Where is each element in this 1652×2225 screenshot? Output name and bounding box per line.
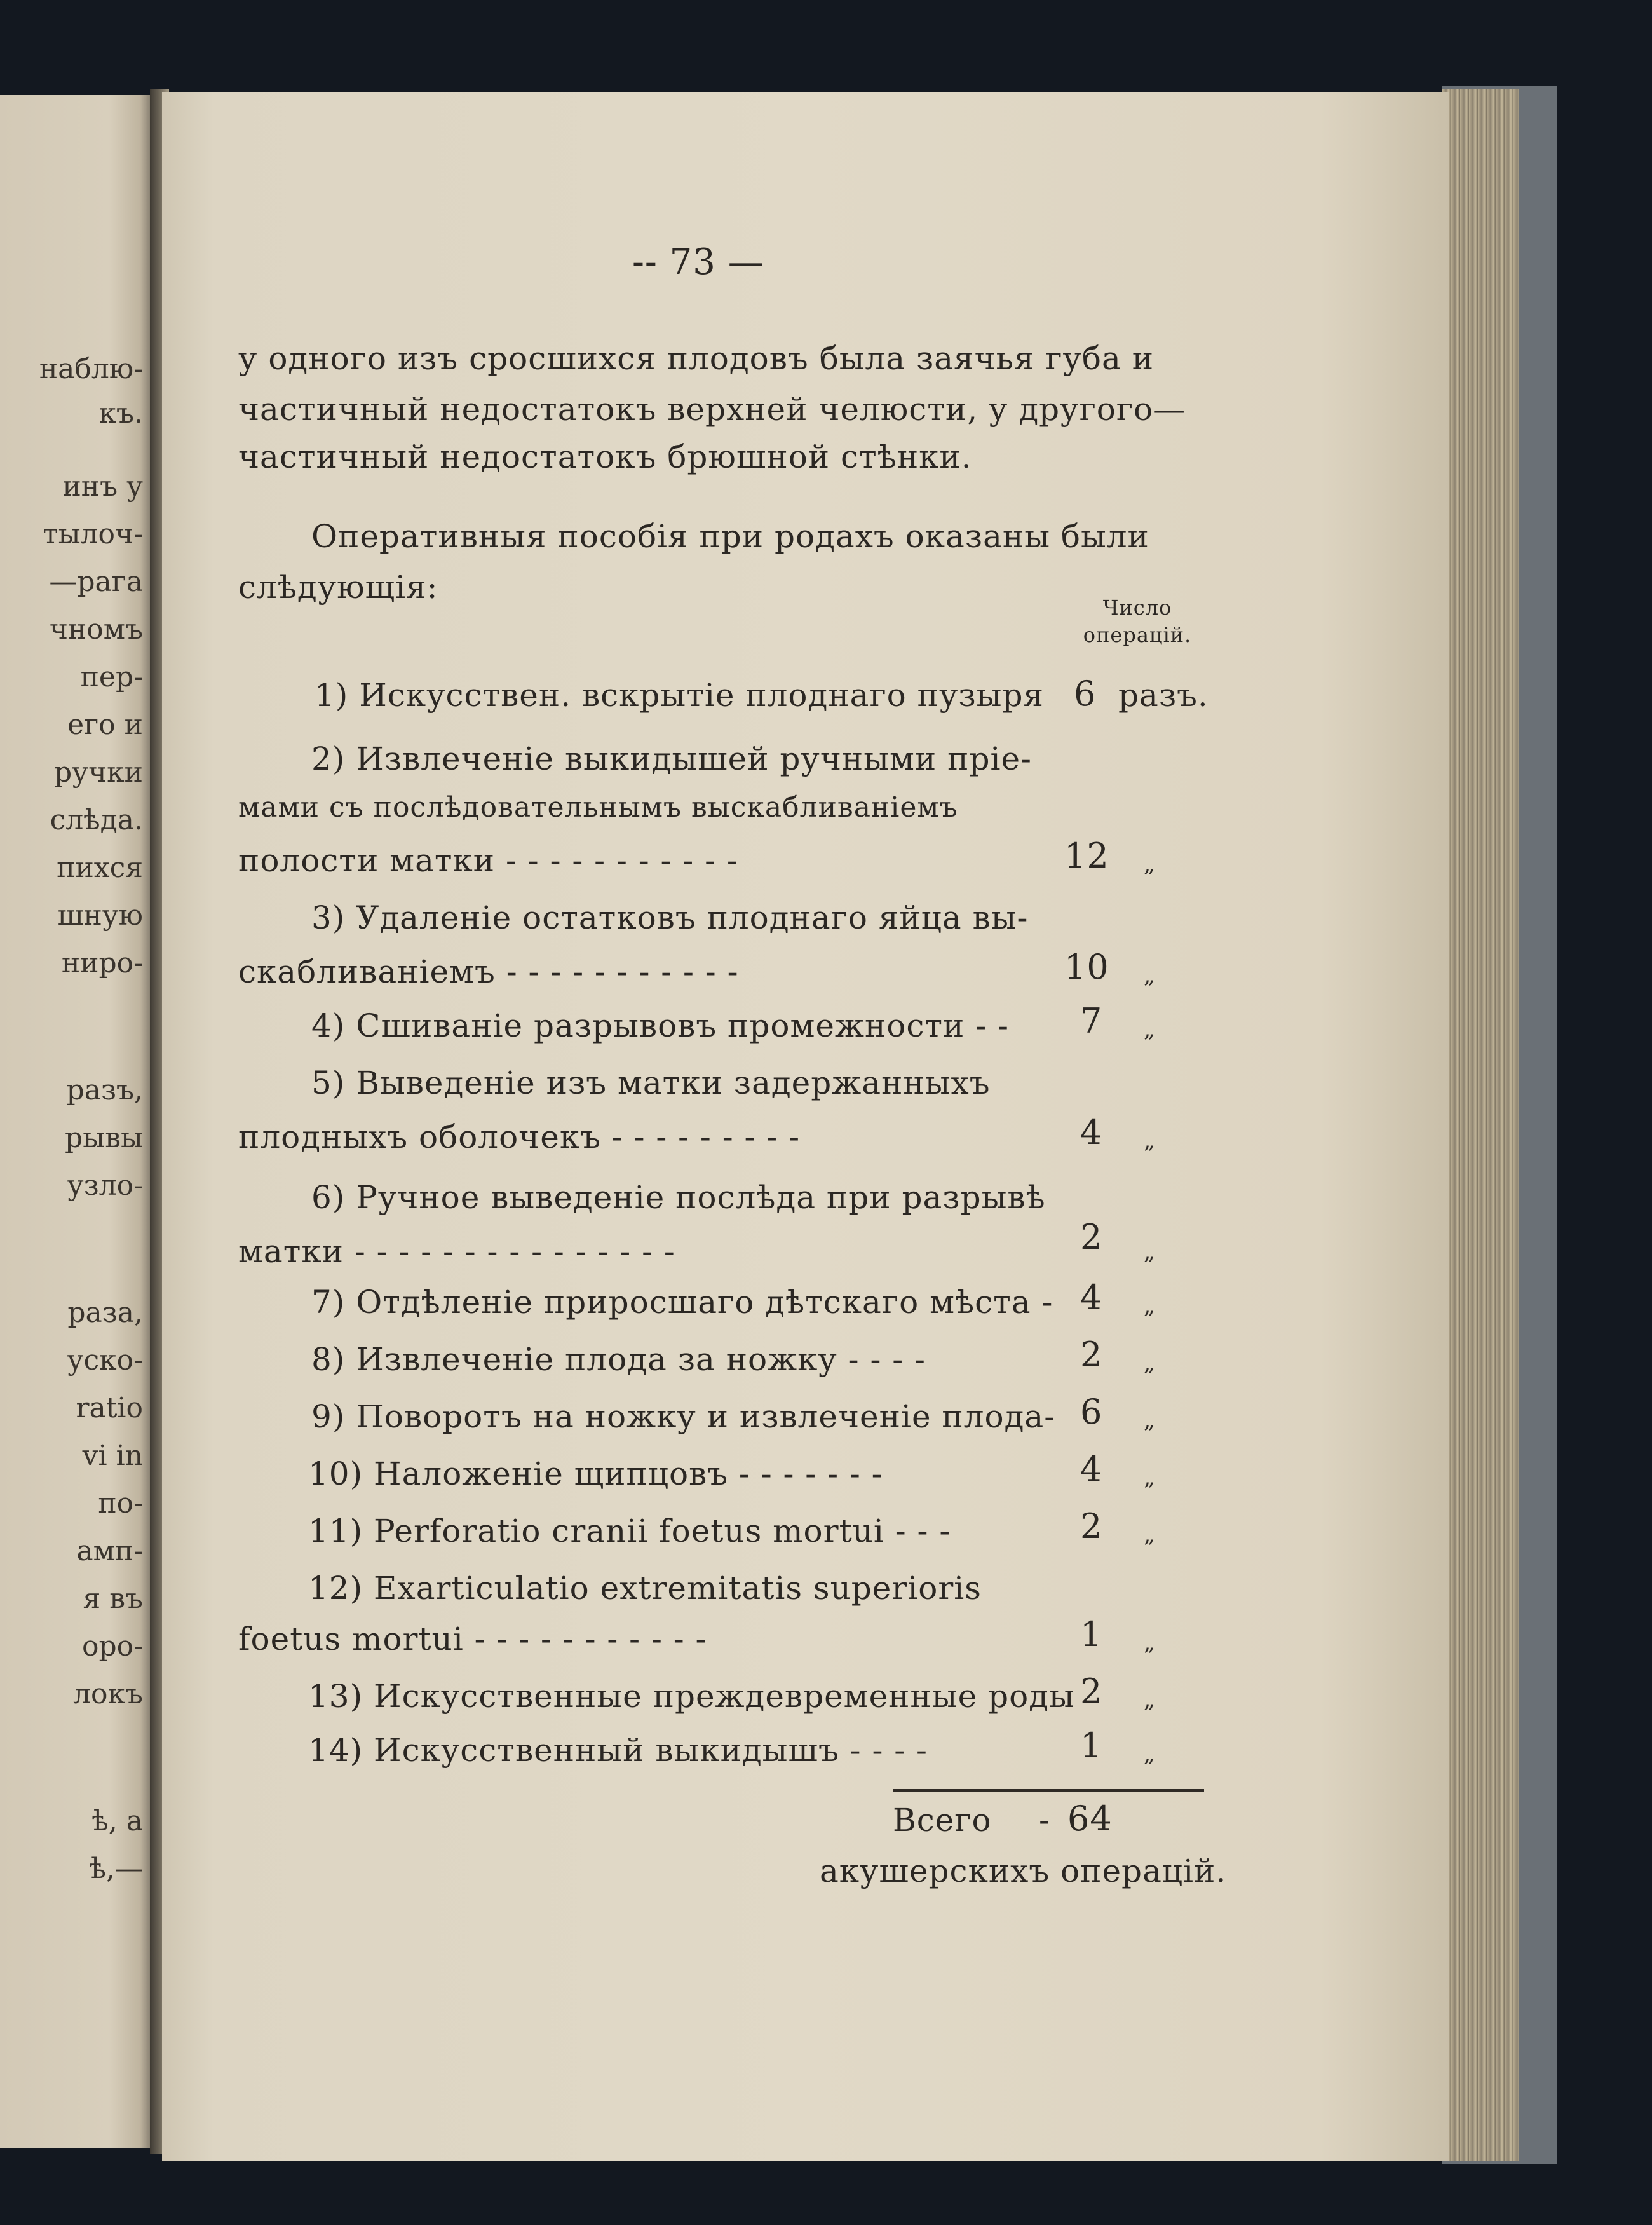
left-line: —рага	[49, 566, 143, 598]
left-line: узло-	[67, 1169, 143, 1202]
previous-page-fragment	[0, 95, 156, 2148]
operation-line: 13) Искусственные преждевременные роды	[308, 1678, 1075, 1715]
column-header	[1052, 594, 1223, 649]
total-label: Всего	[893, 1802, 992, 1839]
total-dash: -	[1039, 1802, 1050, 1839]
operation-count: 1	[1080, 1725, 1103, 1766]
left-line: оро-	[81, 1630, 143, 1663]
left-line: раза,	[67, 1296, 143, 1329]
left-line: амп-	[76, 1535, 143, 1567]
operation-unit: „	[1144, 1630, 1156, 1656]
operation-line: 12) Exarticulatio extremitatis superioris	[308, 1570, 982, 1607]
operation-line: 6) Ручное выведеніе послѣда при разрывѣ	[311, 1179, 1046, 1216]
operation-line: мами съ послѣдовательнымъ выскабливаніемъ	[238, 791, 958, 824]
operation-unit: „	[1144, 1293, 1156, 1319]
operation-count: 2	[1080, 1671, 1103, 1711]
operation-unit: „	[1144, 1017, 1156, 1042]
left-line: по-	[98, 1487, 143, 1520]
column-header-line: операцій.	[1083, 623, 1192, 648]
operation-line: 4) Сшиваніе разрывовъ промежности - -	[311, 1007, 1009, 1044]
page-number: -- 73 —	[632, 242, 764, 283]
operation-unit: „	[1144, 1128, 1156, 1153]
operation-line: 8) Извлеченіе плода за ножку - - - -	[311, 1341, 926, 1378]
left-line: наблю-	[39, 353, 143, 385]
operation-count: 12	[1064, 836, 1109, 876]
left-line: тылоч-	[43, 518, 143, 550]
total-caption: акушерскихъ операцій.	[820, 1853, 1227, 1889]
operation-count: 7	[1080, 1001, 1103, 1041]
operation-line: 2) Извлеченіе выкидышей ручными пріе-	[311, 740, 1032, 777]
operation-line: 9) Поворотъ на ножку и извлеченіе плода-	[311, 1398, 1056, 1435]
operation-count: 6	[1074, 674, 1097, 714]
left-line: шную	[57, 899, 143, 932]
operation-count: 4	[1080, 1112, 1103, 1152]
operation-line: 14) Искусственный выкидышъ - - - -	[308, 1732, 928, 1769]
left-line: къ.	[98, 397, 143, 430]
operation-unit: „	[1144, 1741, 1156, 1767]
operation-line: 7) Отдѣленіе приросшаго дѣтскаго мѣста -	[311, 1284, 1053, 1321]
book-page	[162, 92, 1449, 2161]
operation-line: 3) Удаленіе остатковъ плоднаго яйца вы-	[311, 899, 1029, 936]
operation-count: 10	[1064, 947, 1109, 987]
page-stack-edge	[1442, 89, 1519, 2161]
operation-unit: „	[1144, 1408, 1156, 1433]
operation-line: 10) Наложеніе щипцовъ - - - - - - -	[308, 1455, 883, 1492]
left-line: инъ у	[62, 470, 143, 503]
operation-count: 2	[1080, 1506, 1103, 1546]
left-line: рывы	[65, 1122, 143, 1154]
operation-count: 2	[1080, 1217, 1103, 1257]
left-line: пихся	[57, 852, 143, 884]
operation-line: скабливаніемъ - - - - - - - - - - -	[238, 953, 739, 990]
operation-count: 1	[1080, 1614, 1103, 1654]
left-line: уско-	[67, 1344, 143, 1377]
intro-line: частичный недостатокъ верхней челюсти, у другого—	[238, 391, 1186, 428]
left-line: я въ	[83, 1582, 143, 1615]
operation-unit: „	[1144, 1239, 1156, 1265]
operation-line: плодныхъ оболочекъ - - - - - - - - -	[238, 1119, 800, 1155]
operation-count: 2	[1080, 1335, 1103, 1375]
operation-line: 1) Искусствен. вскрытіе плоднаго пузыря	[315, 677, 1045, 714]
total-value: 64	[1067, 1799, 1113, 1839]
operation-count: 6	[1080, 1392, 1103, 1432]
intro-line: у одного изъ сросшихся плодовъ была заячья губа и	[238, 340, 1154, 377]
operation-line: 11) Perforatio cranii foetus mortui - - -	[308, 1513, 951, 1549]
intro-line: частичный недостатокъ брюшной стѣнки.	[238, 439, 972, 475]
column-header-line: Число	[1102, 595, 1172, 620]
section-line: Оперативныя пособія при родахъ оказаны были	[311, 518, 1149, 555]
left-line: разъ,	[66, 1074, 143, 1106]
total-rule	[893, 1789, 1204, 1792]
left-line: пер-	[80, 661, 143, 693]
operation-unit: „	[1144, 1351, 1156, 1376]
operation-unit: „	[1144, 1687, 1156, 1713]
operation-count: 4	[1080, 1277, 1103, 1317]
left-line: ratio	[76, 1392, 143, 1424]
operation-line: 5) Выведеніе изъ матки задержанныхъ	[311, 1065, 991, 1101]
section-line: слѣдующія:	[238, 569, 438, 606]
left-line: ручки	[54, 756, 143, 789]
left-line: локъ	[73, 1678, 143, 1710]
left-line: ѣ, а	[91, 1805, 143, 1837]
operation-count: 4	[1080, 1449, 1103, 1489]
operation-unit: „	[1144, 963, 1156, 988]
left-line: его и	[67, 709, 143, 741]
operation-line: полости матки - - - - - - - - - - -	[238, 842, 738, 879]
operation-unit: „	[1144, 1465, 1156, 1490]
left-line: слѣда.	[50, 804, 143, 836]
operation-unit: „	[1144, 1522, 1156, 1548]
operation-unit: „	[1144, 852, 1156, 877]
operation-line: матки - - - - - - - - - - - - - - -	[238, 1233, 675, 1270]
left-line: ниро-	[61, 947, 143, 979]
left-line: ѣ,—	[89, 1853, 143, 1885]
left-line: чномъ	[49, 613, 143, 646]
operation-line: foetus mortui - - - - - - - - - - -	[238, 1621, 707, 1657]
operation-unit: разъ.	[1118, 677, 1209, 714]
left-line: vi in	[82, 1439, 143, 1472]
